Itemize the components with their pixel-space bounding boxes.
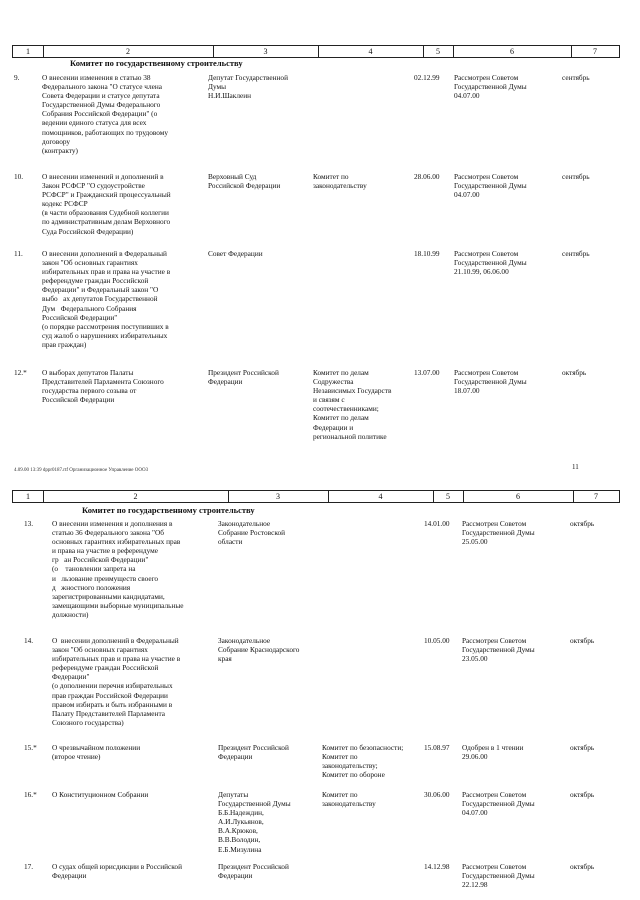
bill-author: Президент Российской Федерации (218, 862, 289, 881)
scheduled-month: сентябрь (562, 172, 590, 181)
column-header: 2 (126, 47, 130, 56)
column-header: 3 (263, 47, 268, 56)
section-title: Комитет по государственному строительству (82, 505, 255, 515)
bill-author: Депутат Государственной Думы Н.И.Шаклеин (208, 73, 288, 101)
review-status: Рассмотрен Советом Государственной Думы 04.07.00 (454, 73, 527, 101)
responsible-committee: Комитет по законодательству (313, 172, 367, 191)
column-header: 4 (378, 492, 383, 501)
row-number: 15.* (24, 743, 37, 752)
bill-title: О внесении изменения в статью 38 Федерального закона "О статусе члена Совета Федерации и статусе депутата Государственной Думы Федерального Собрания Российской Федерации" (о ведении единого статуса для всех помощников, работающих по трудовому договору (контракту) (42, 73, 169, 155)
bill-title: О выборах депутатов Палаты Представителей Парламента Союзного государства первого созыва от Российской Федерации (42, 368, 164, 405)
column-header: 5 (446, 492, 450, 501)
review-status: Рассмотрен Советом Государственной Думы 04.07.00 (454, 172, 527, 200)
bill-title: О внесении дополнений в Федеральный закон "Об основных гарантиях избирательных прав и права на участие в референдуме граждан Российской Федерации" и Федеральный закон "О выбо ах депутатов Государственной Дум Федерального Собрания Российской Федерации" (о порядке рассмотрения поступивших в суд жалоб о нарушениях избирательных прав граждан) (42, 249, 171, 349)
page-footer: 4.09.00 13:39 dppr0187.rtf Организационное Управление ООО3 (14, 468, 149, 473)
submission-date: 13.07.00 (414, 368, 440, 377)
scheduled-month: октябрь (570, 743, 595, 752)
bill-author: Совет Федерации (208, 249, 263, 258)
column-header: 3 (276, 492, 280, 501)
bill-title: О внесении дополнений в Федеральный закон "Об основных гарантиях избирательных прав и права на участие в референдуме граждан Российской Федерации" (о дополнении перечня избирательных прав граждан Российской Федерации правом избирать и быть избранными в Палату Представителей Парламента Союзного государства) (52, 636, 181, 727)
bill-author: Депутаты Государственной Думы Б.Б.Надеждин, А.И.Лукьянов, В.А.Крюков, В.В.Володин, Е.Б.Мизулина (218, 790, 291, 854)
row-number: 10. (14, 172, 24, 181)
bill-title: О Конституционном Собрании (52, 790, 149, 799)
bill-author: Законодательное Собрание Краснодарского края (218, 636, 300, 664)
review-status: Рассмотрен Советом Государственной Думы 22.12.98 (462, 862, 535, 890)
review-status: Рассмотрен Советом Государственной Думы 04.07.00 (462, 790, 535, 818)
review-status: Рассмотрен Советом Государственной Думы 25.05.00 (462, 519, 535, 547)
column-header: 1 (26, 492, 30, 501)
scheduled-month: октябрь (562, 368, 587, 377)
scheduled-month: октябрь (570, 636, 595, 645)
bill-title: О чрезвычайном положении (второе чтение) (52, 743, 141, 762)
section-title: Комитет по государственному строительству (70, 58, 243, 68)
bill-author: Законодательное Собрание Ростовской области (218, 519, 286, 547)
scheduled-month: сентябрь (562, 249, 590, 258)
submission-date: 30.06.00 (424, 790, 450, 799)
scheduled-month: октябрь (570, 519, 595, 528)
review-status: Рассмотрен Советом Государственной Думы 21.10.99, 06.06.00 (454, 249, 527, 277)
column-header: 7 (593, 47, 597, 56)
review-status: Рассмотрен Советом Государственной Думы 18.07.00 (454, 368, 527, 396)
submission-date: 02.12.99 (414, 73, 440, 82)
submission-date: 14.01.00 (424, 519, 450, 528)
column-header: 4 (368, 47, 373, 56)
row-number: 13. (24, 519, 34, 528)
responsible-committee: Комитет по законодательству (322, 790, 376, 809)
bill-author: Президент Российской Федерации (208, 368, 279, 387)
row-number: 16.* (24, 790, 37, 799)
scheduled-month: октябрь (570, 790, 595, 799)
row-number: 14. (24, 636, 34, 645)
column-header: 1 (26, 47, 30, 56)
row-number: 9. (14, 73, 20, 82)
submission-date: 15.08.97 (424, 743, 450, 752)
column-header: 5 (436, 47, 440, 56)
column-header-row (12, 45, 620, 58)
row-number: 11. (14, 249, 23, 258)
bill-title: О внесении изменения и дополнения в статью 36 Федерального закона "Об основных гарантиях избирательных прав и права на участие в референдуме гр ан Российской Федерации" (о тановлении запрета на и льзование преимуществ своего д жностного положения зарегистрированными кандидатами, замещающими выборные муниципальные должности) (52, 519, 184, 619)
row-number: 12.* (14, 368, 27, 377)
scheduled-month: сентябрь (562, 73, 590, 82)
bill-title: О судах общей юрисдикции в Российской Федерации (52, 862, 182, 881)
scheduled-month: октябрь (570, 862, 595, 871)
page-number: 11 (572, 463, 579, 471)
review-status: Одобрен в 1 чтении 29.06.00 (462, 743, 524, 762)
column-header-row (12, 490, 620, 503)
column-header: 6 (510, 47, 514, 56)
review-status: Рассмотрен Советом Государственной Думы 23.05.00 (462, 636, 535, 664)
submission-date: 10.05.00 (424, 636, 450, 645)
submission-date: 18.10.99 (414, 249, 440, 258)
submission-date: 28.06.00 (414, 172, 440, 181)
bill-author: Верховный Суд Российской Федерации (208, 172, 281, 191)
column-header: 2 (133, 492, 138, 501)
responsible-committee: Комитет по безопасности; Комитет по законодательству; Комитет по обороне (322, 743, 404, 780)
submission-date: 14.12.98 (424, 862, 450, 871)
bill-author: Президент Российской Федерации (218, 743, 289, 762)
row-number: 17. (24, 862, 34, 871)
column-header: 6 (516, 492, 520, 501)
column-header: 7 (594, 492, 598, 501)
responsible-committee: Комитет по делам Содружества Независимых Государств и связям с соотечественниками; Комитет по делам Федерации и региональной политике (313, 368, 392, 441)
bill-title: О внесении изменений и дополнений в Закон РСФСР "О судоустройстве РСФСР" и Гражданский процессуальный кодекс РСФСР (в части образования Судебной коллегии по административным делам Верховного Суда Российской Федерации) (42, 172, 171, 236)
